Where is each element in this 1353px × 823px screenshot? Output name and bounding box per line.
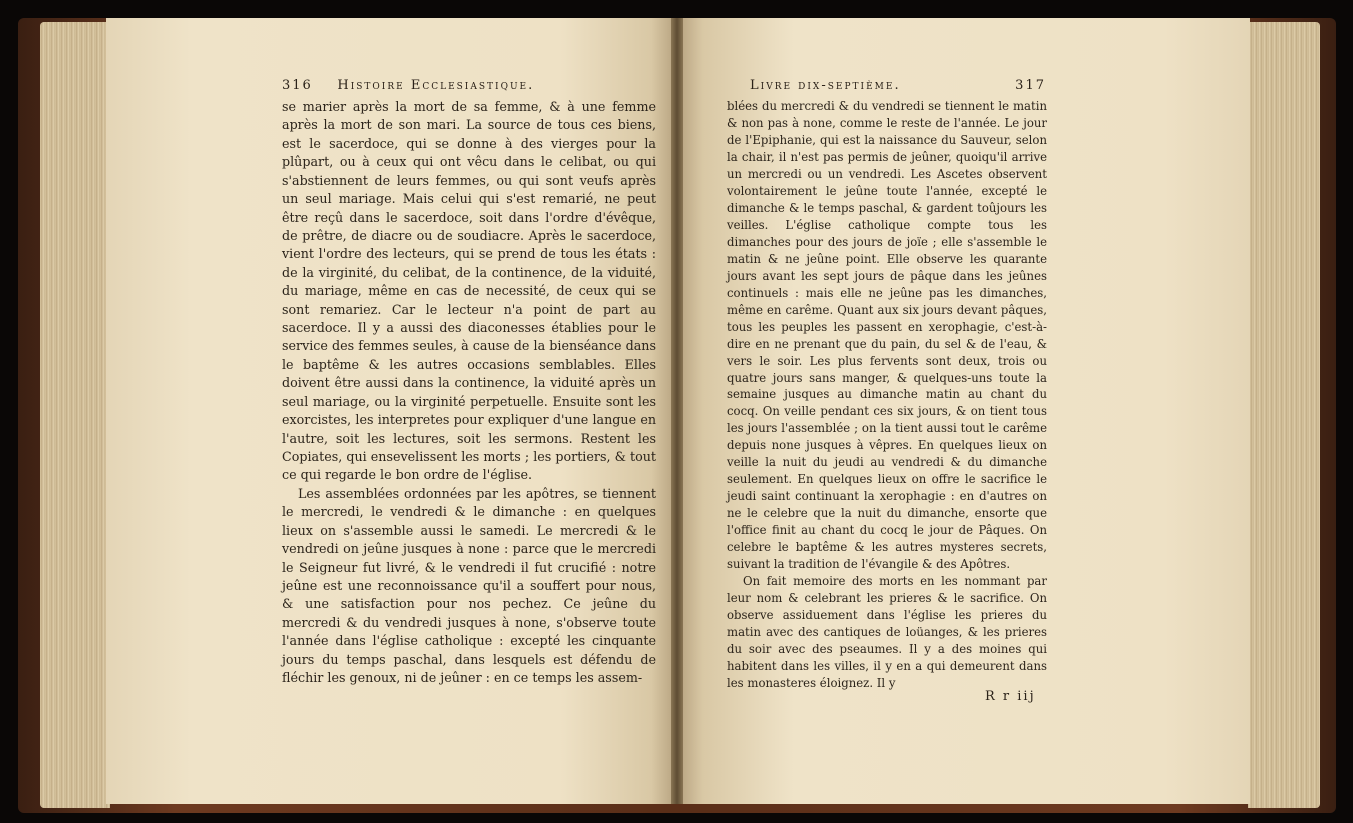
right-running-head: Livre dix-septième. xyxy=(750,78,901,93)
left-page-header xyxy=(282,78,534,93)
right-page-number: 317 xyxy=(1015,78,1046,93)
left-paragraph-1: se marier après la mort de sa femme, & à une femme après la mort de son mari. La source de tous ces biens, est le sacerdoce, qui se donne à des vierges pour la plûpart, ou à ceux qui ont vêcu dans le celibat, ou qui s'abstiennent de leurs femmes, ou qui sont veufs après un seul mariage. Mais celui qui s'est remarié, ne peut être reçû dans le sacerdoce, soit dans l'ordre d'évêque, de prêtre, de diacre ou de soudiacre. Après le sacerdoce, vient l'ordre des lecteurs, qui se prend de tous les états : de la virginité, du celibat, de la continence, de la viduité, du mariage, même en cas de necessité, de ceux qui se sont remariez. Car le lecteur n'a point de part au sacerdoce. Il y a aussi des diaconesses établies pour le service des femmes seules, à cause de la bienséance dans le baptême & les autres occasions semblables. Elles doivent être aussi dans la continence, la viduité après un seul mariage, ou la virginité perpetuelle. Ensuite sont les exorcistes, les interpretes pour expliquer d'une langue en l'autre, soit les lectures, soit les sermons. Restent les Copiates, qui ensevelissent les morts ; les portiers, & tout ce qui regarde le bon ordre de l'église. xyxy=(282,99,656,483)
left-paragraph-2: Les assemblées ordonnées par les apôtres, se tiennent le mercredi, le vendredi & le dimanche : en quelques lieux on s'assemble aussi le samedi. Le mercredi & le vendredi on jeûne jusques à none : parce que le mercredi le Seigneur fut livré, & le vendredi il fut crucifié : notre jeûne est une reconnoissance qu'il a souffert pour nous, & une satisfaction pour nos pechez. Ce jeûne du mercredi & du vendredi jusques à none, s'observe toute l'année dans l'église catholique : excepté les cinquante jours du temps paschal, dans lesquels est défendu de fléchir les genoux, ni de jeûner : en ce temps les assem- xyxy=(282,485,656,686)
right-paragraph-2: On fait memoire des morts en les nommant par leur nom & celebrant les prieres & le sacrifice. On observe assiduement dans l'église les prieres du matin avec des cantiques de loüanges, & les prieres du soir avec des pseaumes. Il y a des moines qui habitent dans les villes, il y en a qui demeurent dans les monasteres éloignez. Il y xyxy=(727,574,1047,690)
left-running-head: Histoire Ecclesiastique. xyxy=(337,78,535,93)
right-paragraph-1: blées du mercredi & du vendredi se tiennent le matin & non pas à none, comme le reste de l'année. Le jour de l'Epiphanie, qui est la naissance du Sauveur, selon la chair, il n'est pas permis de jeûner, quoiqu'il arrive un mercredi ou un vendredi. Les Ascetes observent volontairement le jeûne toute l'année, excepté le dimanche & le temps paschal, & gardent toûjours les veilles. L'église catholique compte tous les dimanches pour des jours de joïe ; elle s'assemble le matin & ne jeûne point. Elle observe les quarante jours avant les sept jours de pâque dans les jeûnes continuels : mais elle ne jeûne pas les dimanches, même en carême. Quant aux six jours devant pâques, tous les peuples les passent en xerophagie, c'est-à-dire en ne prenant que du pain, du sel & de l'eau, & vers le soir. Les plus fervents sont deux, trois ou quatre jours sans manger, & quelques-uns toute la semaine jusques au dimanche matin au chant du cocq. On veille pendant ces six jours, & on tient tous les jours l'assemblée ; on la tient aussi tout le carême depuis none jusques à vêpres. En quelques lieux on veille la nuit du jeudi au vendredi & du dimanche seulement. En quelques lieux on offre le sacrifice le jeudi saint continuant la xerophagie : en d'autres on ne le celebre que la nuit du dimanche, ensorte que l'office finit au chant du cocq le jour de Pâques. On celebre le baptême & les autres mysteres secrets, suivant la tradition de l'évangile & des Apôtres. xyxy=(727,99,1047,572)
left-page-body xyxy=(282,98,656,688)
left-page-number: 316 xyxy=(282,78,313,93)
printer-signature: R r iij xyxy=(985,689,1036,704)
right-page-header xyxy=(750,78,1046,93)
book-gutter xyxy=(671,18,683,804)
right-page-body xyxy=(727,98,1047,692)
left-page-edges xyxy=(40,22,110,808)
right-page-edges xyxy=(1248,22,1320,808)
